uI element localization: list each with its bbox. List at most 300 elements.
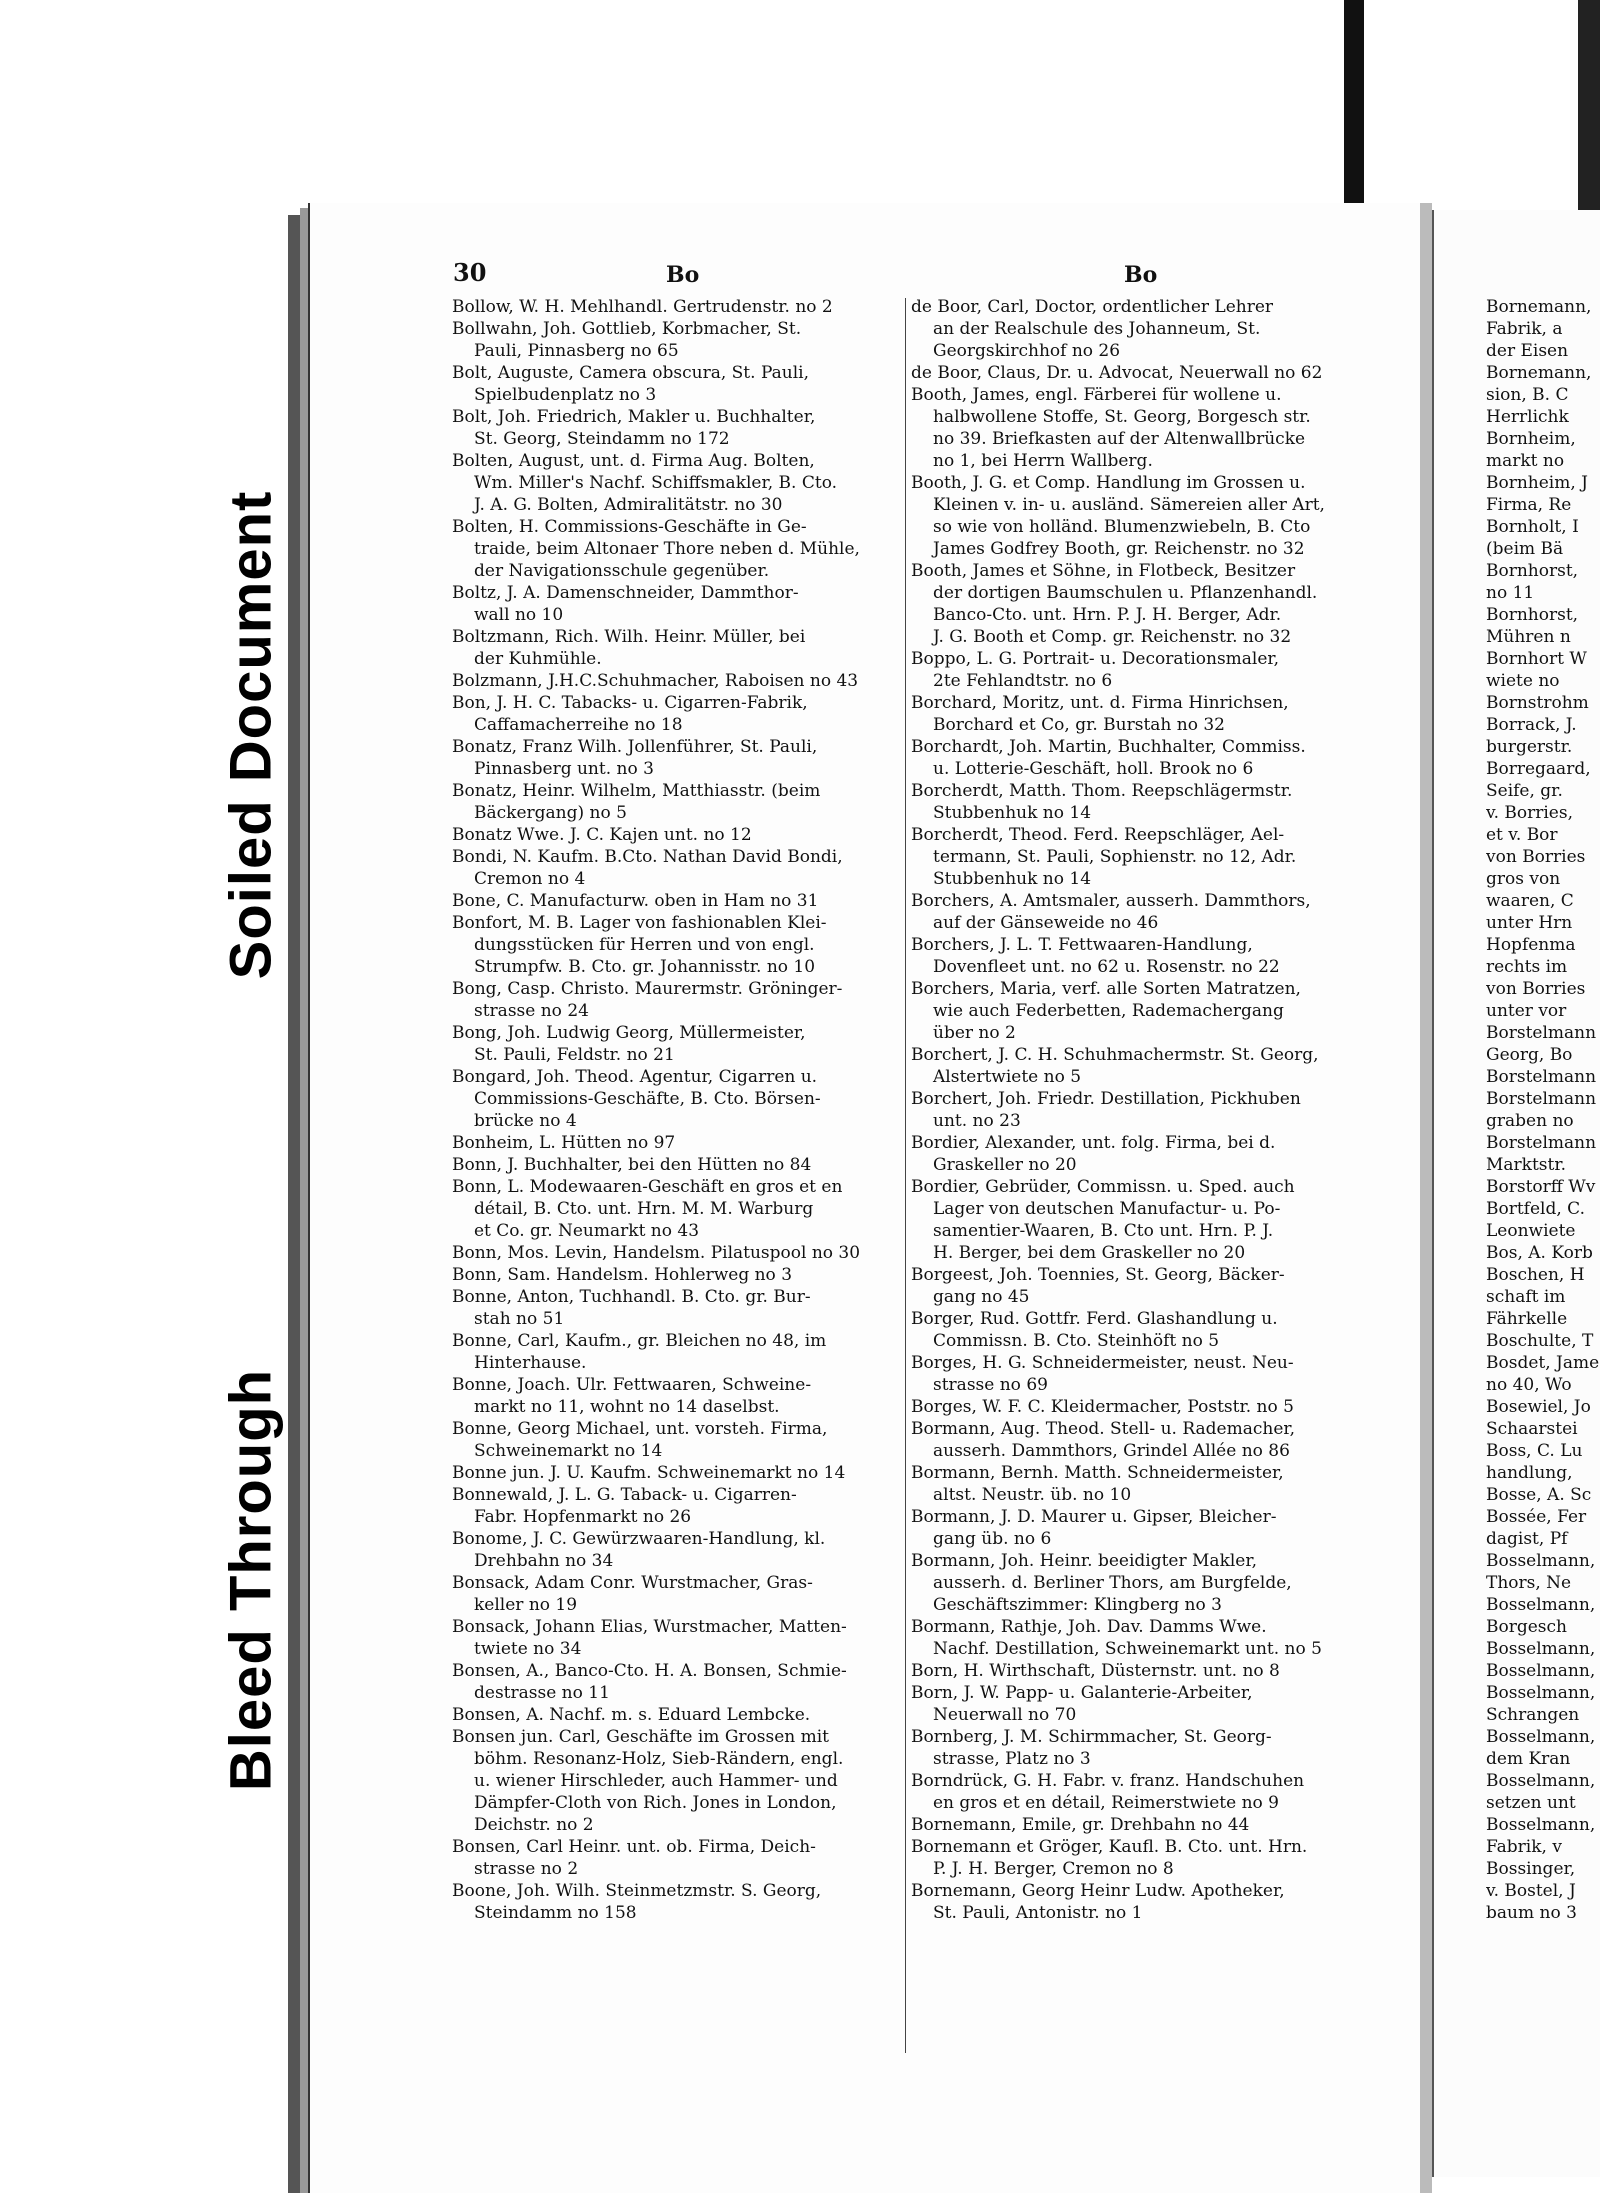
directory-entry xyxy=(452,1880,900,1924)
facing-page-fragment-line: Bosselmann, xyxy=(1486,1595,1596,1615)
directory-entry xyxy=(452,670,900,692)
entry-name-line: Bollow, W. H. Mehlhandl. Gertrudenstr. no 2 xyxy=(452,297,833,317)
directory-entry xyxy=(452,1132,900,1154)
entry-name-line: Bonne, Joach. Ulr. Fettwaaren, Schweine- xyxy=(452,1375,812,1395)
directory-entry xyxy=(911,934,1359,978)
entry-continuation-line: Fabr. Hopfenmarkt no 26 xyxy=(474,1507,692,1527)
entry-name-line: Borgeest, Joh. Toennies, St. Georg, Bäcker- xyxy=(911,1265,1285,1285)
directory-entry xyxy=(911,1396,1359,1418)
entry-name-line: Borges, H. G. Schneidermeister, neust. Neu- xyxy=(911,1353,1294,1373)
entry-continuation-line: der Navigationsschule gegenüber. xyxy=(474,561,770,581)
entry-name-line: Bornemann et Gröger, Kaufl. B. Cto. unt. Hrn. xyxy=(911,1837,1308,1857)
soiled-document-label xyxy=(205,430,297,1040)
directory-entry xyxy=(452,406,900,450)
entry-name-line: Bonheim, L. Hütten no 97 xyxy=(452,1133,676,1153)
entry-name-line: Borchard, Moritz, unt. d. Firma Hinrichsen, xyxy=(911,693,1289,713)
entry-continuation-line: Stubbenhuk no 14 xyxy=(933,869,1092,889)
entry-name-line: Bonatz Wwe. J. C. Kajen unt. no 12 xyxy=(452,825,752,845)
entry-name-line: Bormann, Bernh. Matth. Schneidermeister, xyxy=(911,1463,1284,1483)
entry-continuation-line: J. G. Booth et Comp. gr. Reichenstr. no 32 xyxy=(933,627,1292,647)
entry-name-line: Booth, J. G. et Comp. Handlung im Grossen u. xyxy=(911,473,1306,493)
entry-name-line: Bonsen, A. Nachf. m. s. Eduard Lembcke. xyxy=(452,1705,811,1725)
entry-name-line: Bonn, Sam. Handelsm. Hohlerweg no 3 xyxy=(452,1265,793,1285)
entry-name-line: Bonnewald, J. L. G. Taback- u. Cigarren- xyxy=(452,1485,797,1505)
facing-page-fragment-line: dem Kran xyxy=(1486,1749,1571,1769)
entry-continuation-line: Pauli, Pinnasberg no 65 xyxy=(474,341,679,361)
directory-entry xyxy=(911,472,1359,560)
directory-entry xyxy=(452,1264,900,1286)
entry-continuation-line: en gros et en détail, Reimerstwiete no 9 xyxy=(933,1793,1279,1813)
facing-page-fragment-line: von Borries xyxy=(1486,979,1586,999)
facing-page-fragment-line: baum no 3 xyxy=(1486,1903,1577,1923)
entry-continuation-line: traide, beim Altonaer Thore neben d. Mühle, xyxy=(474,539,860,559)
facing-page-fragment-line: Borgesch xyxy=(1486,1617,1567,1637)
entry-continuation-line: unt. no 23 xyxy=(933,1111,1021,1131)
entry-continuation-line: Schweinemarkt no 14 xyxy=(474,1441,663,1461)
top-dark-strip xyxy=(1344,0,1364,207)
facing-page-fragment-line: graben no xyxy=(1486,1111,1574,1131)
facing-page-fragment-line: Bosselmann, xyxy=(1486,1815,1596,1835)
entry-continuation-line: so wie von holländ. Blumenzwiebeln, B. Cto xyxy=(933,517,1311,537)
entry-continuation-line: Cremon no 4 xyxy=(474,869,586,889)
entry-continuation-line: strasse no 24 xyxy=(474,1001,589,1021)
directory-entry xyxy=(452,626,900,670)
entry-continuation-line: et Co. gr. Neumarkt no 43 xyxy=(474,1221,700,1241)
facing-page-fragment-line: wiete no xyxy=(1486,671,1560,691)
entry-continuation-line: 2te Fehlandtstr. no 6 xyxy=(933,671,1113,691)
entry-continuation-line: ausserh. Dammthors, Grindel Allée no 86 xyxy=(933,1441,1290,1461)
entry-name-line: Bolzmann, J.H.C.Schuhmacher, Raboisen no 43 xyxy=(452,671,859,691)
soiled-document-text: Soiled Document xyxy=(218,490,284,980)
entry-continuation-line: u. wiener Hirschleder, auch Hammer- und xyxy=(474,1771,838,1791)
facing-page-fragment-line: Fabrik, a xyxy=(1486,319,1563,339)
entry-name-line: Bong, Casp. Christo. Maurermstr. Gröninger- xyxy=(452,979,843,999)
directory-entry xyxy=(452,846,900,890)
facing-page-fragment-line: Bosselmann, xyxy=(1486,1639,1596,1659)
entry-continuation-line: strasse no 69 xyxy=(933,1375,1048,1395)
entry-continuation-line: gang no 45 xyxy=(933,1287,1030,1307)
entry-continuation-line: Georgskirchhof no 26 xyxy=(933,341,1121,361)
facing-page-fragment-line: Bornemann, xyxy=(1486,363,1592,383)
directory-entry xyxy=(452,978,900,1022)
facing-page-fragment-line: Leonwiete xyxy=(1486,1221,1576,1241)
facing-page-fragment-line: Bosse, A. Sc xyxy=(1486,1485,1592,1505)
facing-page-fragment-line: Borstelmann xyxy=(1486,1023,1597,1043)
entry-name-line: Booth, James et Söhne, in Flotbeck, Besitzer xyxy=(911,561,1296,581)
facing-page-fragment-line: handlung, xyxy=(1486,1463,1573,1483)
facing-page-fragment-line: Bosewiel, Jo xyxy=(1486,1397,1591,1417)
facing-page-fragment-line: Fabrik, v xyxy=(1486,1837,1562,1857)
facing-page-fragment-line: Borstelmann xyxy=(1486,1089,1597,1109)
directory-entry xyxy=(452,1836,900,1880)
entry-continuation-line: destrasse no 11 xyxy=(474,1683,610,1703)
entry-continuation-line: dungsstücken für Herren und von engl. xyxy=(474,935,815,955)
entry-name-line: Bonsen, A., Banco-Cto. H. A. Bonsen, Schmie- xyxy=(452,1661,847,1681)
facing-page-fragment-line: et v. Bor xyxy=(1486,825,1558,845)
entry-name-line: Bonne, Georg Michael, unt. vorsteh. Firma, xyxy=(452,1419,828,1439)
entry-name-line: Bonsack, Johann Elias, Wurstmacher, Matten- xyxy=(452,1617,847,1637)
directory-entry xyxy=(452,582,900,626)
facing-page-fragment-line: Borstelmann xyxy=(1486,1133,1597,1153)
facing-page-fragment-line: Bortfeld, C. xyxy=(1486,1199,1585,1219)
facing-page-fragment-line: schaft im xyxy=(1486,1287,1566,1307)
facing-page-fragment-line: von Borries xyxy=(1486,847,1586,867)
directory-entry xyxy=(911,1418,1359,1462)
entry-name-line: Bollwahn, Joh. Gottlieb, Korbmacher, St. xyxy=(452,319,802,339)
directory-entry xyxy=(452,736,900,780)
entry-name-line: Bormann, Rathje, Joh. Dav. Damms Wwe. xyxy=(911,1617,1267,1637)
entry-name-line: Born, J. W. Papp- u. Galanterie-Arbeiter, xyxy=(911,1683,1253,1703)
directory-entry xyxy=(911,1726,1359,1770)
facing-page-fragment-line: no 40, Wo xyxy=(1486,1375,1572,1395)
directory-entry xyxy=(452,780,900,824)
directory-entry xyxy=(911,1814,1359,1836)
entry-continuation-line: no 1, bei Herrn Wallberg. xyxy=(933,451,1153,471)
directory-entry xyxy=(452,1484,900,1528)
entry-name-line: Bonn, L. Modewaaren-Geschäft en gros et en xyxy=(452,1177,843,1197)
facing-page-fragment-line: burgerstr. xyxy=(1486,737,1573,757)
entry-continuation-line: Kleinen v. in- u. ausländ. Sämereien aller Art, xyxy=(933,495,1325,515)
entry-continuation-line: H. Berger, bei dem Graskeller no 20 xyxy=(933,1243,1246,1263)
entry-continuation-line: böhm. Resonanz-Holz, Sieb-Rändern, engl. xyxy=(474,1749,844,1769)
directory-entry xyxy=(911,1880,1359,1924)
facing-page-fragment-line: v. Bostel, J xyxy=(1486,1881,1576,1901)
facing-page-fragment-line: Bornemann, xyxy=(1486,297,1592,317)
entry-name-line: Bonne jun. J. U. Kaufm. Schweinemarkt no 14 xyxy=(452,1463,846,1483)
facing-page-fragment-line: der Eisen xyxy=(1486,341,1569,361)
entry-name-line: Bonfort, M. B. Lager von fashionablen Klei- xyxy=(452,913,827,933)
column-heading-left: Bo xyxy=(666,262,700,288)
directory-entry xyxy=(452,1176,900,1242)
entry-name-line: Bolten, H. Commissions-Geschäfte in Ge- xyxy=(452,517,807,537)
entry-continuation-line: Pinnasberg unt. no 3 xyxy=(474,759,654,779)
entry-name-line: Bondi, N. Kaufm. B.Cto. Nathan David Bondi, xyxy=(452,847,843,867)
entry-continuation-line: über no 2 xyxy=(933,1023,1016,1043)
facing-page-fragment-line: Bosselmann, xyxy=(1486,1661,1596,1681)
entry-name-line: Bonn, J. Buchhalter, bei den Hütten no 84 xyxy=(452,1155,812,1175)
facing-page-fragment-line: Hopfenma xyxy=(1486,935,1576,955)
entry-continuation-line: u. Lotterie-Geschäft, holl. Brook no 6 xyxy=(933,759,1254,779)
facing-page-fragment-line: Bosselmann, xyxy=(1486,1551,1596,1571)
facing-page-fragment-line: Borrack, J. xyxy=(1486,715,1577,735)
directory-entry xyxy=(911,1836,1359,1880)
facing-page-fragment-line: gros von xyxy=(1486,869,1561,889)
entry-continuation-line: markt no 11, wohnt no 14 daselbst. xyxy=(474,1397,780,1417)
entry-continuation-line: strasse no 2 xyxy=(474,1859,579,1879)
entry-continuation-line: Geschäftszimmer: Klingberg no 3 xyxy=(933,1595,1222,1615)
directory-entry xyxy=(452,1462,900,1484)
facing-page-fragment-line: Boss, C. Lu xyxy=(1486,1441,1583,1461)
directory-entry xyxy=(452,1066,900,1132)
entry-continuation-line: Hinterhause. xyxy=(474,1353,587,1373)
entry-name-line: Borger, Rud. Gottfr. Ferd. Glashandlung u. xyxy=(911,1309,1278,1329)
facing-page-fragment-line: Bornheim, J xyxy=(1486,473,1588,493)
facing-page-fragment-line: Bornholt, I xyxy=(1486,517,1579,537)
entry-continuation-line: auf der Gänseweide no 46 xyxy=(933,913,1159,933)
directory-entry xyxy=(452,1022,900,1066)
entry-name-line: Borchert, J. C. H. Schuhmachermstr. St. Georg, xyxy=(911,1045,1319,1065)
facing-page-fragment-line: Marktstr. xyxy=(1486,1155,1567,1175)
entry-name-line: Bonsen jun. Carl, Geschäfte im Grossen mit xyxy=(452,1727,830,1747)
entry-name-line: Borndrück, G. H. Fabr. v. franz. Handschuhen xyxy=(911,1771,1305,1791)
entry-continuation-line: Nachf. Destillation, Schweinemarkt unt. no 5 xyxy=(933,1639,1322,1659)
entry-continuation-line: Commissn. B. Cto. Steinhöft no 5 xyxy=(933,1331,1220,1351)
entry-continuation-line: Lager von deutschen Manufactur- u. Po- xyxy=(933,1199,1281,1219)
directory-entry xyxy=(911,1462,1359,1506)
entry-name-line: Born, H. Wirthschaft, Düsternstr. unt. no 8 xyxy=(911,1661,1280,1681)
entry-continuation-line: Dämpfer-Cloth von Rich. Jones in London, xyxy=(474,1793,837,1813)
directory-entry xyxy=(452,890,900,912)
directory-entry xyxy=(911,560,1359,648)
directory-entry xyxy=(911,1308,1359,1352)
facing-page-fragment-line: no 11 xyxy=(1486,583,1535,603)
entry-continuation-line: J. A. G. Bolten, Admiralitätstr. no 30 xyxy=(474,495,783,515)
directory-entry xyxy=(452,912,900,978)
facing-page-fragment-line: Boschen, H xyxy=(1486,1265,1585,1285)
directory-entry xyxy=(452,450,900,516)
directory-entry xyxy=(452,1374,900,1418)
directory-entry xyxy=(452,1616,900,1660)
directory-entry xyxy=(911,296,1359,362)
directory-entry xyxy=(911,1352,1359,1396)
directory-entry xyxy=(452,362,900,406)
entry-continuation-line: St. Pauli, Feldstr. no 21 xyxy=(474,1045,675,1065)
entry-continuation-line: Wm. Miller's Nachf. Schiffsmakler, B. Cto. xyxy=(474,473,838,493)
facing-page-fragment-line: Bossinger, xyxy=(1486,1859,1576,1879)
facing-page-fragment-line: waaren, C xyxy=(1486,891,1574,911)
directory-entry xyxy=(911,1682,1359,1726)
entry-name-line: Bonome, J. C. Gewürzwaaren-Handlung, kl. xyxy=(452,1529,826,1549)
directory-entry xyxy=(452,1242,900,1264)
facing-page-fragment-line: Bosselmann, xyxy=(1486,1727,1596,1747)
directory-entry xyxy=(911,736,1359,780)
directory-entry xyxy=(452,1726,900,1836)
book-gutter xyxy=(1420,203,1432,2193)
bleed-through-label xyxy=(205,1300,297,1860)
entry-name-line: Bolt, Joh. Friedrich, Makler u. Buchhalter, xyxy=(452,407,816,427)
facing-page-fragment-line: Borregaard, xyxy=(1486,759,1591,779)
entry-continuation-line: détail, B. Cto. unt. Hrn. M. M. Warburg xyxy=(474,1199,814,1219)
entry-name-line: Bornemann, Georg Heinr Ludw. Apotheker, xyxy=(911,1881,1285,1901)
entry-name-line: Borchers, Maria, verf. alle Sorten Matratzen, xyxy=(911,979,1301,999)
entry-continuation-line: twiete no 34 xyxy=(474,1639,582,1659)
facing-page-fragment-line: markt no xyxy=(1486,451,1565,471)
bleed-through-text: Bleed Through xyxy=(218,1368,284,1792)
entry-continuation-line: keller no 19 xyxy=(474,1595,578,1615)
directory-entry xyxy=(911,978,1359,1044)
entry-continuation-line: P. J. H. Berger, Cremon no 8 xyxy=(933,1859,1174,1879)
entry-name-line: Bormann, J. D. Maurer u. Gipser, Bleicher- xyxy=(911,1507,1277,1527)
facing-page-fragment-line: Bosselmann, xyxy=(1486,1771,1596,1791)
entry-name-line: Booth, James, engl. Färberei für wollene u. xyxy=(911,385,1282,405)
facing-page-fragment-line: Bornhort W xyxy=(1486,649,1587,669)
entry-continuation-line: Graskeller no 20 xyxy=(933,1155,1077,1175)
entry-name-line: Bonsack, Adam Conr. Wurstmacher, Gras- xyxy=(452,1573,813,1593)
entry-continuation-line: Neuerwall no 70 xyxy=(933,1705,1077,1725)
entry-name-line: Borchert, Joh. Friedr. Destillation, Pickhuben xyxy=(911,1089,1301,1109)
entry-name-line: Borchardt, Joh. Martin, Buchhalter, Commiss. xyxy=(911,737,1306,757)
facing-page-fragment-line: Fährkelle xyxy=(1486,1309,1568,1329)
facing-page-fragment-line: Schrangen xyxy=(1486,1705,1580,1725)
entry-continuation-line: strasse, Platz no 3 xyxy=(933,1749,1091,1769)
facing-page-fragment-line: dagist, Pf xyxy=(1486,1529,1568,1549)
column-divider xyxy=(905,298,906,2053)
directory-entry xyxy=(452,1330,900,1374)
entry-continuation-line: samentier-Waaren, B. Cto unt. Hrn. P. J. xyxy=(933,1221,1274,1241)
facing-page-fragment-line: Bosselmann, xyxy=(1486,1683,1596,1703)
facing-page-fragment-line: Boschulte, T xyxy=(1486,1331,1594,1351)
entry-name-line: Bordier, Gebrüder, Commissn. u. Sped. auch xyxy=(911,1177,1295,1197)
facing-page-fragment-line: setzen unt xyxy=(1486,1793,1576,1813)
entry-name-line: Bornberg, J. M. Schirmmacher, St. Georg- xyxy=(911,1727,1272,1747)
entry-name-line: Boltzmann, Rich. Wilh. Heinr. Müller, bei xyxy=(452,627,806,647)
directory-entry xyxy=(911,1770,1359,1814)
page-edge-inner xyxy=(300,208,308,2193)
facing-page-fragment-line: Schaarstei xyxy=(1486,1419,1578,1439)
directory-entry xyxy=(911,1264,1359,1308)
entry-continuation-line: Commissions-Geschäfte, B. Cto. Börsen- xyxy=(474,1089,821,1109)
directory-entry xyxy=(452,1572,900,1616)
entry-name-line: Borchers, J. L. T. Fettwaaren-Handlung, xyxy=(911,935,1253,955)
entry-continuation-line: der Kuhmühle. xyxy=(474,649,602,669)
entry-continuation-line: Drehbahn no 34 xyxy=(474,1551,614,1571)
facing-page-fragment-line: v. Borries, xyxy=(1486,803,1574,823)
facing-page-fragment-line: rechts im xyxy=(1486,957,1568,977)
entry-name-line: Bonatz, Heinr. Wilhelm, Matthiasstr. (beim xyxy=(452,781,821,801)
facing-page-fragment-line: Seife, gr. xyxy=(1486,781,1563,801)
directory-entry xyxy=(452,1154,900,1176)
entry-continuation-line: James Godfrey Booth, gr. Reichenstr. no 32 xyxy=(933,539,1305,559)
entry-name-line: Bonatz, Franz Wilh. Jollenführer, St. Pauli, xyxy=(452,737,818,757)
directory-entry xyxy=(452,1528,900,1572)
directory-entry xyxy=(452,516,900,582)
entry-name-line: Bornemann, Emile, gr. Drehbahn no 44 xyxy=(911,1815,1250,1835)
column-heading-right: Bo xyxy=(1124,262,1158,288)
directory-entry xyxy=(452,318,900,362)
entry-name-line: Bonne, Anton, Tuchhandl. B. Cto. gr. Bur- xyxy=(452,1287,811,1307)
entry-continuation-line: St. Georg, Steindamm no 172 xyxy=(474,429,730,449)
facing-page-column xyxy=(1486,296,1600,1924)
directory-entry xyxy=(452,1418,900,1462)
entry-continuation-line: brücke no 4 xyxy=(474,1111,577,1131)
directory-entry xyxy=(911,384,1359,472)
entry-continuation-line: Stubbenhuk no 14 xyxy=(933,803,1092,823)
directory-entry xyxy=(911,648,1359,692)
entry-name-line: Boppo, L. G. Portrait- u. Decorationsmaler, xyxy=(911,649,1280,669)
facing-page-fragment-line: sion, B. C xyxy=(1486,385,1569,405)
entry-name-line: Bonn, Mos. Levin, Handelsm. Pilatuspool no 30 xyxy=(452,1243,861,1263)
facing-page-fragment-line: Borstelmann xyxy=(1486,1067,1597,1087)
entry-name-line: Boltz, J. A. Damenschneider, Dammthor- xyxy=(452,583,799,603)
entry-continuation-line: Steindamm no 158 xyxy=(474,1903,637,1923)
entry-name-line: Bolt, Auguste, Camera obscura, St. Pauli, xyxy=(452,363,809,383)
entry-continuation-line: Spielbudenplatz no 3 xyxy=(474,385,657,405)
facing-page-fragment-line: Bornhorst, xyxy=(1486,605,1579,625)
facing-page-fragment-line: Bossée, Fer xyxy=(1486,1507,1587,1527)
facing-page-fragment-line: Bornheim, xyxy=(1486,429,1576,449)
facing-page-fragment-line: unter vor xyxy=(1486,1001,1567,1021)
facing-page-fragment-line: Bosdet, Jame xyxy=(1486,1353,1600,1373)
entry-continuation-line: no 39. Briefkasten auf der Altenwallbrücke xyxy=(933,429,1306,449)
directory-entry xyxy=(911,1088,1359,1132)
entry-continuation-line: altst. Neustr. üb. no 10 xyxy=(933,1485,1132,1505)
directory-entry xyxy=(911,780,1359,824)
facing-page-fragment-line: Thors, Ne xyxy=(1486,1573,1572,1593)
entry-name-line: Bormann, Aug. Theod. Stell- u. Rademacher, xyxy=(911,1419,1296,1439)
directory-entry xyxy=(911,1660,1359,1682)
entry-name-line: Bongard, Joh. Theod. Agentur, Cigarren u. xyxy=(452,1067,818,1087)
directory-entry xyxy=(911,1550,1359,1616)
directory-entry xyxy=(911,362,1359,384)
entry-continuation-line: Caffamacherreihe no 18 xyxy=(474,715,683,735)
facing-page-fragment-line: unter Hrn xyxy=(1486,913,1573,933)
entry-continuation-line: termann, St. Pauli, Sophienstr. no 12, Adr. xyxy=(933,847,1297,867)
entry-name-line: Bormann, Joh. Heinr. beeidigter Makler, xyxy=(911,1551,1258,1571)
directory-entry xyxy=(452,1704,900,1726)
directory-entry xyxy=(452,296,900,318)
facing-page-fragment-line: Firma, Re xyxy=(1486,495,1572,515)
entry-continuation-line: Strumpfw. B. Cto. gr. Johannisstr. no 10 xyxy=(474,957,816,977)
entry-name-line: Borchers, A. Amtsmaler, ausserh. Dammthors, xyxy=(911,891,1311,911)
directory-entry xyxy=(452,1286,900,1330)
facing-page-fragment-line: Bornstrohm xyxy=(1486,693,1589,713)
entry-continuation-line: Dovenfleet unt. no 62 u. Rosenstr. no 22 xyxy=(933,957,1280,977)
facing-page-fragment-line: Mühren n xyxy=(1486,627,1571,647)
facing-page-fragment-line: Bos, A. Korb xyxy=(1486,1243,1593,1263)
directory-entry xyxy=(911,890,1359,934)
entry-continuation-line: Alstertwiete no 5 xyxy=(933,1067,1082,1087)
directory-entry xyxy=(911,1132,1359,1176)
entry-name-line: Bolten, August, unt. d. Firma Aug. Bolten, xyxy=(452,451,815,471)
entry-continuation-line: Borchard et Co, gr. Burstah no 32 xyxy=(933,715,1225,735)
facing-page-fragment-line: Bornhorst, xyxy=(1486,561,1579,581)
entry-name-line: Borcherdt, Theod. Ferd. Reepschläger, Ael- xyxy=(911,825,1285,845)
directory-entry xyxy=(911,1176,1359,1264)
entry-continuation-line: wie auch Federbetten, Rademachergang xyxy=(933,1001,1284,1021)
facing-page-fragment-line: Georg, Bo xyxy=(1486,1045,1573,1065)
page-edge xyxy=(288,215,300,2193)
entry-name-line: Bon, J. H. C. Tabacks- u. Cigarren-Fabrik, xyxy=(452,693,808,713)
entry-name-line: Borcherdt, Matth. Thom. Reepschlägermstr. xyxy=(911,781,1293,801)
entry-name-line: Bordier, Alexander, unt. folg. Firma, bei d. xyxy=(911,1133,1276,1153)
directory-entry xyxy=(452,1660,900,1704)
entry-name-line: Bonsen, Carl Heinr. unt. ob. Firma, Deich- xyxy=(452,1837,816,1857)
directory-entry xyxy=(911,1506,1359,1550)
entry-continuation-line: wall no 10 xyxy=(474,605,564,625)
entry-name-line: Bonne, Carl, Kaufm., gr. Bleichen no 48, im xyxy=(452,1331,827,1351)
middle-column xyxy=(911,296,1359,1924)
entry-continuation-line: Banco-Cto. unt. Hrn. P. J. H. Berger, Adr. xyxy=(933,605,1282,625)
directory-entry xyxy=(452,692,900,736)
entry-name-line: de Boor, Carl, Doctor, ordentlicher Lehrer xyxy=(911,297,1274,317)
entry-continuation-line: an der Realschule des Johanneum, St. xyxy=(933,319,1261,339)
entry-name-line: Bone, C. Manufacturw. oben in Ham no 31 xyxy=(452,891,819,911)
facing-page-fragment-line: (beim Bä xyxy=(1486,539,1564,559)
entry-continuation-line: halbwollene Stoffe, St. Georg, Borgesch str. xyxy=(933,407,1311,427)
directory-entry xyxy=(911,692,1359,736)
entry-continuation-line: ausserh. d. Berliner Thors, am Burgfelde, xyxy=(933,1573,1292,1593)
entry-continuation-line: Bäckergang) no 5 xyxy=(474,803,627,823)
directory-entry xyxy=(911,824,1359,890)
entry-continuation-line: gang üb. no 6 xyxy=(933,1529,1052,1549)
facing-page-fragment-line: Borstorff Wv xyxy=(1486,1177,1596,1197)
entry-name-line: Borges, W. F. C. Kleidermacher, Poststr. no 5 xyxy=(911,1397,1294,1417)
entry-name-line: Bong, Joh. Ludwig Georg, Müllermeister, xyxy=(452,1023,806,1043)
page-number: 30 xyxy=(453,258,487,287)
directory-entry xyxy=(452,824,900,846)
entry-continuation-line: stah no 51 xyxy=(474,1309,565,1329)
left-column xyxy=(452,296,900,1924)
